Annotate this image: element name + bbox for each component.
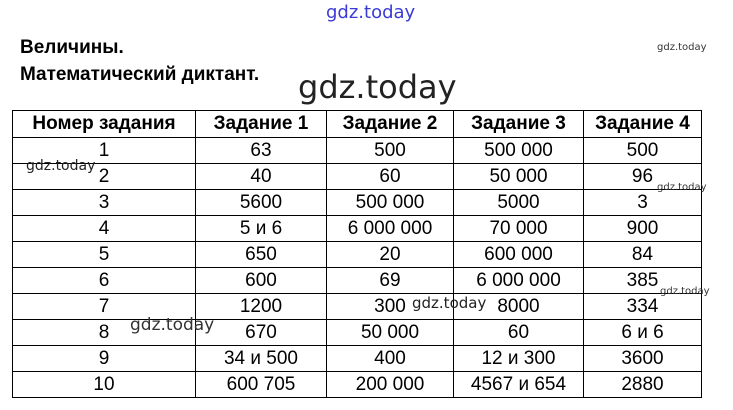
table-cell: 20 <box>327 242 454 268</box>
watermark-right-1: gdz.today <box>657 42 707 53</box>
table-cell: 500 000 <box>454 138 584 164</box>
header-task-1: Задание 1 <box>196 111 327 138</box>
table-cell: 5 <box>13 242 196 268</box>
table-row <box>13 242 702 268</box>
table-cell: 5600 <box>196 190 327 216</box>
table-cell: 50 000 <box>327 320 454 346</box>
header-task-2: Задание 2 <box>327 111 454 138</box>
table-cell: 3600 <box>584 346 702 372</box>
table-row <box>13 346 702 372</box>
watermark-right-3: gdz.today <box>660 286 710 297</box>
watermark-top: gdz.today <box>326 2 416 23</box>
table-cell: 60 <box>327 164 454 190</box>
table-cell: 60 <box>454 320 584 346</box>
watermark-large: gdz.today <box>298 68 457 106</box>
table-row <box>13 372 702 398</box>
table-cell: 2880 <box>584 372 702 398</box>
table-cell: 8 <box>13 320 196 346</box>
table-cell: 5000 <box>454 190 584 216</box>
table-cell: 9 <box>13 346 196 372</box>
table-cell: 600 705 <box>196 372 327 398</box>
table-cell: 4 <box>13 216 196 242</box>
title-line-1: Величины. <box>20 37 124 58</box>
table-row <box>13 268 702 294</box>
header-task-4: Задание 4 <box>584 111 702 138</box>
table-cell: 650 <box>196 242 327 268</box>
table-cell: 500 000 <box>327 190 454 216</box>
table-cell: 40 <box>196 164 327 190</box>
table-row <box>13 294 702 320</box>
table-cell: 70 000 <box>454 216 584 242</box>
table-cell: 84 <box>584 242 702 268</box>
table-cell: 6 и 6 <box>584 320 702 346</box>
table-cell: 900 <box>584 216 702 242</box>
table-row <box>13 216 702 242</box>
table-cell: 500 <box>584 138 702 164</box>
table-cell: 4567 и 654 <box>454 372 584 398</box>
table-cell: 400 <box>327 346 454 372</box>
table-cell: 3 <box>13 190 196 216</box>
table-cell: 334 <box>584 294 702 320</box>
table-cell: 1200 <box>196 294 327 320</box>
watermark-center: gdz.today <box>412 294 487 312</box>
table-cell: 500 <box>327 138 454 164</box>
table-row <box>13 138 702 164</box>
watermark-left-2: gdz.today <box>130 315 215 335</box>
table-cell: 1 <box>13 138 196 164</box>
table-cell: 63 <box>196 138 327 164</box>
title-line-2: Математический диктант. <box>20 64 260 85</box>
table-cell: 200 000 <box>327 372 454 398</box>
table-cell: 3 <box>584 190 702 216</box>
table-cell: 6 000 000 <box>327 216 454 242</box>
table-cell: 50 000 <box>454 164 584 190</box>
table-cell: 10 <box>13 372 196 398</box>
table-cell: 7 <box>13 294 196 320</box>
table-cell: 2 <box>13 164 196 190</box>
header-task-number: Номер задания <box>13 111 196 138</box>
watermark-left-1: gdz.today <box>26 158 96 174</box>
answers-table <box>12 110 702 398</box>
table-cell: 12 и 300 <box>454 346 584 372</box>
table-cell: 69 <box>327 268 454 294</box>
table-cell: 8000 <box>454 294 584 320</box>
table-row <box>13 320 702 346</box>
table-cell: 6 000 000 <box>454 268 584 294</box>
table-header-row <box>13 111 702 138</box>
table-cell: 600 000 <box>454 242 584 268</box>
table-cell: 300 <box>327 294 454 320</box>
table-cell: 34 и 500 <box>196 346 327 372</box>
table-cell: 96 <box>584 164 702 190</box>
table-cell: 5 и 6 <box>196 216 327 242</box>
table-cell: 670 <box>196 320 327 346</box>
table-cell: 600 <box>196 268 327 294</box>
table-row <box>13 190 702 216</box>
header-task-3: Задание 3 <box>454 111 584 138</box>
watermark-right-2: gdz.today <box>657 182 707 193</box>
table-cell: 385 <box>584 268 702 294</box>
table-row <box>13 164 702 190</box>
table-cell: 6 <box>13 268 196 294</box>
